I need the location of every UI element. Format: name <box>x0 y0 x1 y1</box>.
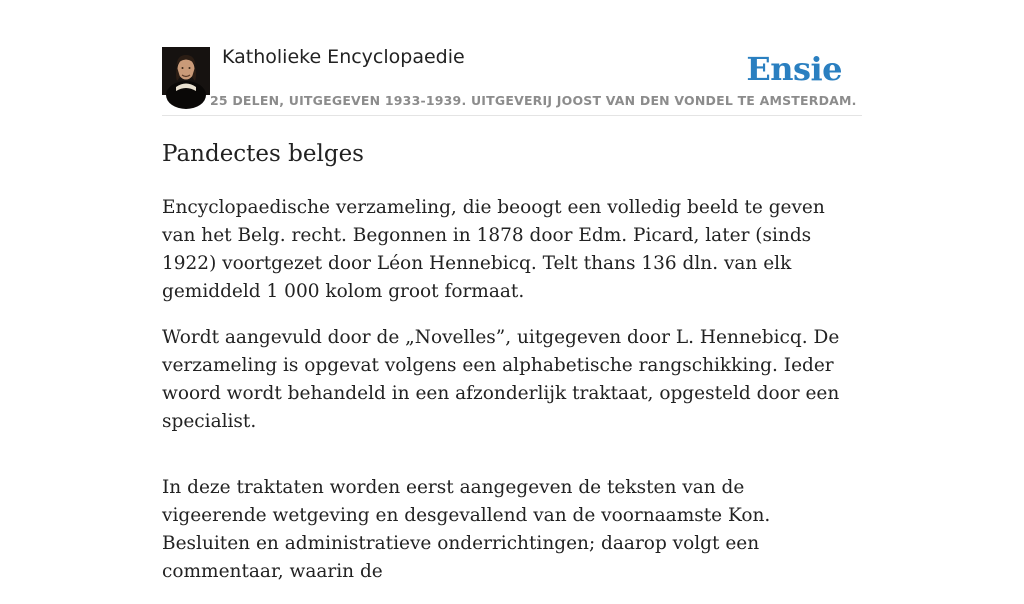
book-meta: 25 DELEN, UITGEGEVEN 1933-1939. UITGEVERIJ JOOST VAN DEN VONDEL TE AMSTERDAM. <box>210 93 857 108</box>
article-title: Pandectes belges <box>162 141 364 167</box>
article-paragraph: Wordt aangevuld door de „Novelles”, uitgegeven door L. Hennebicq. De verzameling is opgevat volgens een alphabetische rangschikking. Ieder woord wordt behandeld in een afzonderlijk traktaat, opgesteld door een specialist. <box>162 327 840 432</box>
portrait-image <box>162 47 210 95</box>
article-paragraph: Encyclopaedische verzameling, die beoogt een volledig beeld te geven van het Belg. recht. Begonnen in 1878 door Edm. Picard, later (sinds 1922) voortgezet door Léon Hennebicq. Telt thans 136 dln. van elk gemiddeld 1 000 kolom groot formaat. <box>162 197 825 302</box>
article-paragraph: In deze traktaten worden eerst aangegeven de teksten van de vigeerende wetgeving en desgevallend van de voornaamste Kon. Besluiten en administratieve onderrichtingen; daarop volgt een commentaar, waarin de <box>162 477 771 582</box>
book-title[interactable]: Katholieke Encyclopaedie <box>222 46 465 68</box>
ensie-logo-link[interactable]: Ensie <box>746 50 842 88</box>
book-avatar[interactable] <box>162 47 210 95</box>
book-header <box>162 44 862 116</box>
article <box>162 138 852 604</box>
